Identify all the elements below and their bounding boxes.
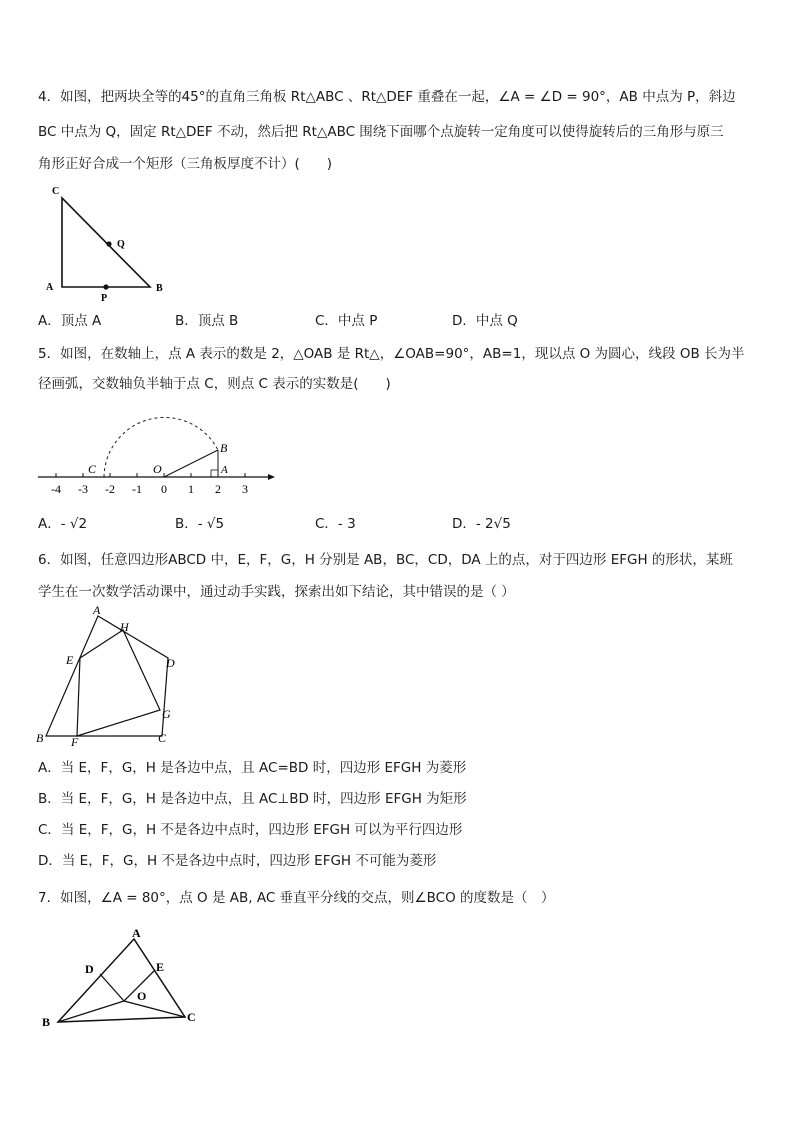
axis-arrow <box>268 474 275 480</box>
q6-text-line-2: 学生在一次数学活动课中，通过动手实践，探索出如下结论，其中错误的是（ ） <box>38 584 515 600</box>
q5-number-line-figure <box>30 395 280 505</box>
axis-tick-label: 3 <box>242 482 248 496</box>
label-b: B <box>156 283 163 294</box>
axis-tick-label: 0 <box>161 482 167 496</box>
segment-ob <box>164 450 218 477</box>
q4-option-d: D．中点 Q <box>452 313 518 329</box>
label-b: B <box>36 731 44 745</box>
label-g: G <box>162 707 171 721</box>
q6-option-a: A．当 E，F，G，H 是各边中点，且 AC=BD 时，四边形 EFGH 为菱形 <box>38 760 467 776</box>
label-e: E <box>66 653 74 667</box>
quadrilateral-abcd <box>46 616 168 736</box>
label-c: C <box>52 186 60 197</box>
label-a: A <box>93 603 101 617</box>
q6-text-line-1: 6．如图，任意四边形ABCD 中，E，F，G，H 分别是 AB，BC，CD，DA 上的点，对于四边形 EFGH 的形状，某班 <box>38 552 733 568</box>
q5-option-a: A．- √2 <box>38 516 88 532</box>
point-q <box>106 241 111 246</box>
q5-text-line-2: 径画弧，交数轴负半轴于点 C，则点 C 表示的实数是( ) <box>38 376 391 392</box>
triangle-abc <box>58 939 185 1022</box>
right-angle-mark <box>211 470 218 477</box>
q6-option-b: B．当 E，F，G，H 是各边中点，且 AC⊥BD 时，四边形 EFGH 为矩形 <box>38 791 467 807</box>
axis-tick-label: -3 <box>78 482 88 496</box>
axis-tick-label: -2 <box>105 482 115 496</box>
label-p: P <box>101 293 108 304</box>
point-p <box>103 284 108 289</box>
label-e: E <box>156 960 165 974</box>
q6-option-c: C．当 E，F，G，H 不是各边中点时，四边形 EFGH 可以为平行四边形 <box>38 822 463 838</box>
triangle-abc <box>62 198 150 287</box>
segment-do <box>100 974 124 1001</box>
q4-option-b: B．顶点 B <box>175 313 239 329</box>
q7-triangle-figure <box>38 925 213 1035</box>
axis-tick-label: -1 <box>132 482 142 496</box>
label-c: C <box>88 462 97 476</box>
q6-quadrilateral-figure <box>30 600 190 748</box>
label-d: D <box>85 962 94 976</box>
axis-tick-label: 1 <box>188 482 194 496</box>
q4-option-c: C．中点 P <box>315 313 378 329</box>
label-c: C <box>158 731 167 745</box>
q5-option-c: C．- 3 <box>315 516 356 532</box>
label-d: D <box>166 656 175 670</box>
q5-option-d: D．- 2√5 <box>452 516 511 532</box>
q4-triangle-figure <box>40 180 180 310</box>
q6-option-d: D．当 E，F，G，H 不是各边中点时，四边形 EFGH 不可能为菱形 <box>38 853 437 869</box>
q5-text-line-1: 5．如图，在数轴上，点 A 表示的数是 2，△OAB 是 Rt△，∠OAB=90°，AB=1，现以点 O 为圆心，线段 OB 长为半 <box>38 346 745 362</box>
q4-text-line-3: 角形正好合成一个矩形（三角板厚度不计）( ) <box>38 156 333 172</box>
label-h: H <box>120 620 129 634</box>
label-o: O <box>153 462 162 476</box>
q4-text-line-1: 4．如图，把两块全等的45°的直角三角板 Rt△ABC 、Rt△DEF 重叠在一起，∠A = ∠D = 90°，AB 中点为 P，斜边 <box>38 89 736 105</box>
label-q: Q <box>117 239 125 250</box>
axis-tick-label: 2 <box>215 482 221 496</box>
q4-option-a: A．顶点 A <box>38 313 102 329</box>
label-a: A <box>46 282 54 293</box>
label-f: F <box>71 735 79 748</box>
axis-tick-label: -4 <box>51 482 61 496</box>
label-c: C <box>187 1010 196 1024</box>
label-b: B <box>42 1015 51 1029</box>
label-a: A <box>221 464 228 476</box>
q4-text-line-2: BC 中点为 Q，固定 Rt△DEF 不动，然后把 Rt△ABC 围绕下面哪个点旋转一定角度可以使得旋转后的三角形与原三 <box>38 124 724 140</box>
q7-text-line-1: 7．如图，∠A = 80°，点 O 是 AB, AC 垂直平分线的交点，则∠BCO 的度数是（ ） <box>38 890 555 906</box>
label-a: A <box>132 926 141 940</box>
label-o: O <box>137 989 147 1003</box>
q5-option-b: B．- √5 <box>175 516 225 532</box>
label-b: B <box>220 441 228 455</box>
